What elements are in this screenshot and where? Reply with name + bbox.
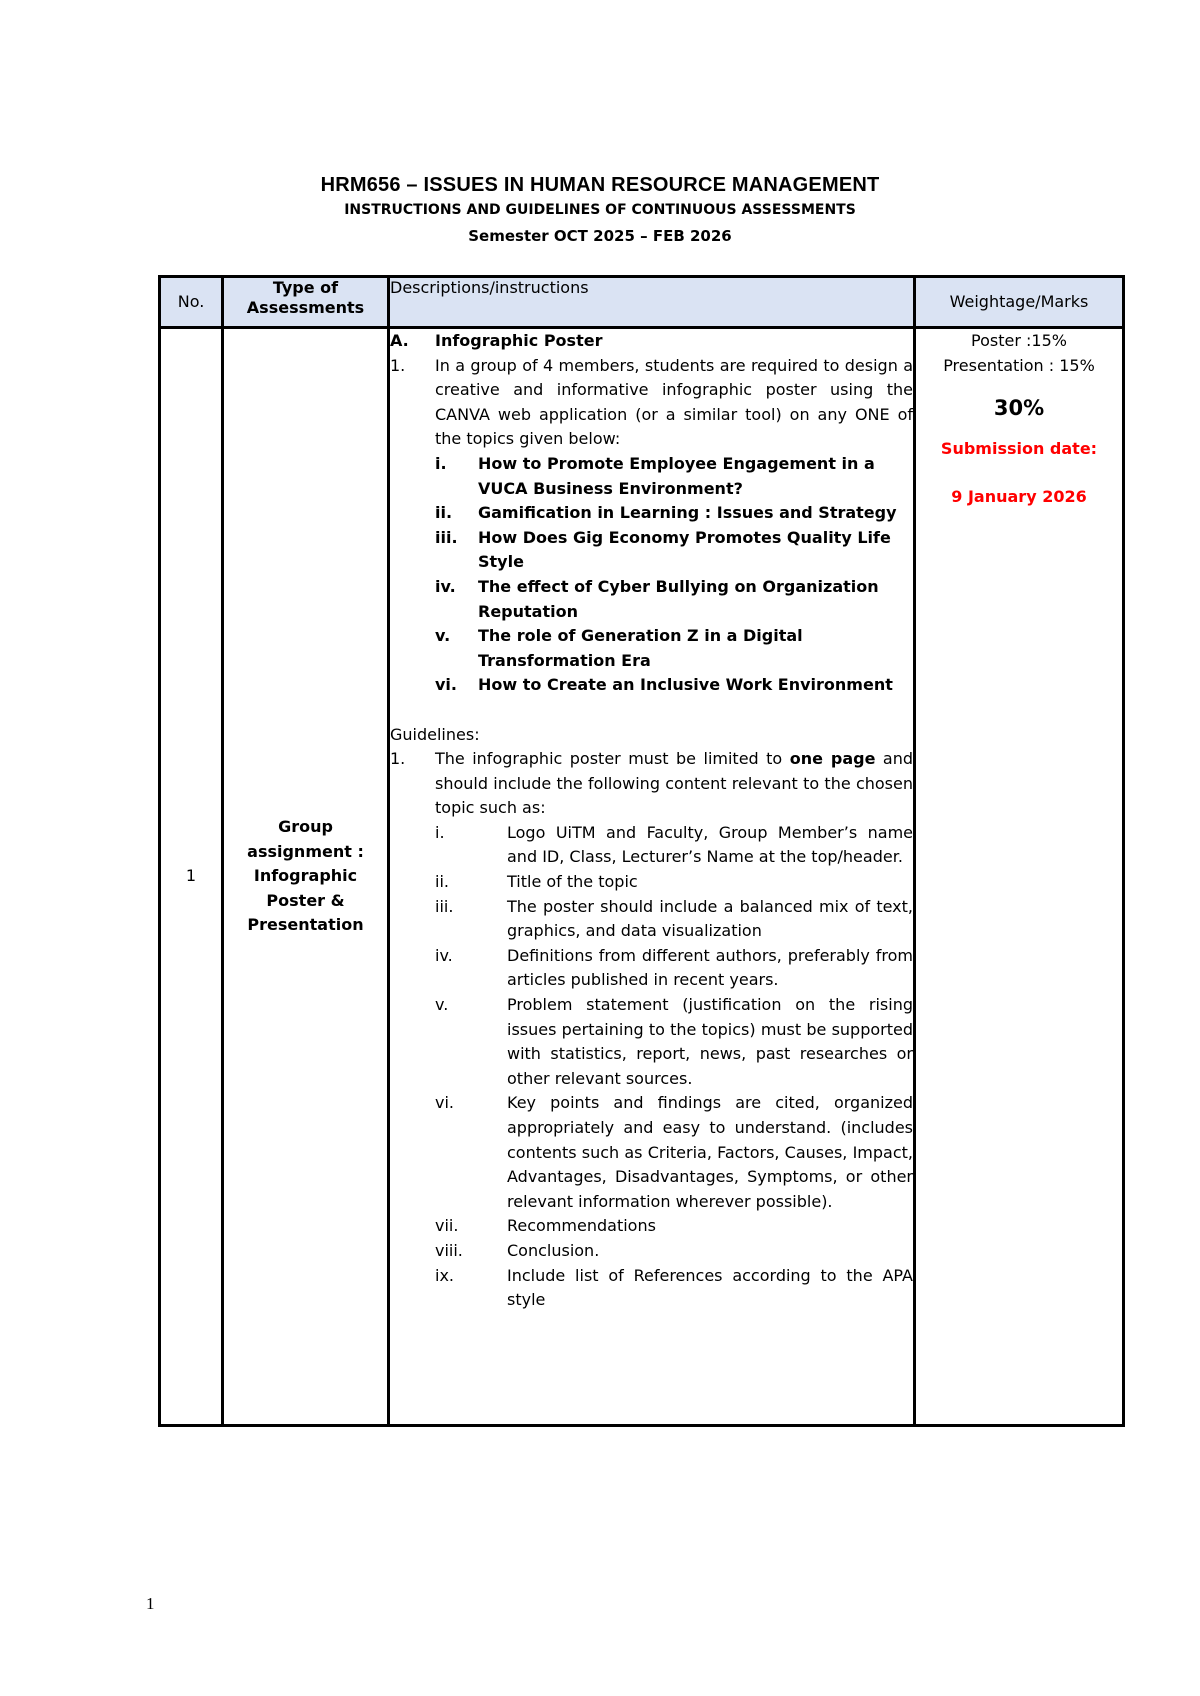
topic-label: iv. <box>435 576 456 596</box>
section-heading <box>390 329 913 354</box>
guide-item-label: v. <box>435 995 449 1015</box>
list-item <box>435 821 913 870</box>
guide-item-text: The poster should include a balanced mix of text, graphics, and data visualization <box>507 896 913 941</box>
task-text: In a group of 4 members, students are required to design a creative and informative infographic poster using the CANVA web application (or a similar tool) on any ONE of the topics given below: <box>435 355 913 449</box>
guide-text-part: and should include the following content relevant to the chosen topic such as: <box>435 749 914 818</box>
topic-text: How to Promote Employee Engagement in a VUCA Business Environment? <box>478 453 875 498</box>
list-item <box>435 501 913 526</box>
list-item <box>435 1239 913 1264</box>
guidelines-title: Guidelines: <box>390 724 480 744</box>
list-item <box>435 895 913 944</box>
topic-label: vi. <box>435 675 457 695</box>
list-item <box>435 1264 913 1313</box>
guideline-list <box>390 821 913 1313</box>
guide-item-label: vi. <box>435 1093 454 1113</box>
column-header-description: Descriptions/instructions <box>389 277 915 328</box>
guide-text <box>435 747 913 821</box>
topic-label: iii. <box>435 527 458 547</box>
topic-text: How Does Gig Economy Promotes Quality Life Style <box>478 527 891 572</box>
topic-list <box>390 452 913 698</box>
topic-label: i. <box>435 453 447 473</box>
topic-text: The role of Generation Z in a Digital Transformation Era <box>478 626 803 670</box>
topic-text: Gamification in Learning : Issues and Strategy <box>478 503 897 523</box>
guideline-instruction <box>390 747 913 821</box>
guide-item-label: vii. <box>435 1216 459 1236</box>
guide-item-label: i. <box>435 822 445 842</box>
guide-item-label: viii. <box>435 1240 463 1260</box>
guide-item-text: Problem statement (justification on the rising issues pertaining to the topics) must be supported with statistics, report, news, past researches or other relevant sources. <box>507 995 913 1088</box>
type-line: Infographic <box>253 866 358 886</box>
list-item <box>435 1091 913 1214</box>
guide-item-text: Definitions from different authors, preferably from articles published in recent years. <box>507 945 913 990</box>
task-label: 1. <box>390 355 406 375</box>
list-item <box>435 526 913 575</box>
topic-label: ii. <box>435 503 453 523</box>
poster-weight: Poster :15% <box>971 331 1067 350</box>
description-cell <box>389 328 915 1426</box>
weightage-cell <box>915 328 1124 1426</box>
type-line: Group <box>278 817 333 837</box>
guide-item-label: iv. <box>435 945 453 965</box>
document-title: HRM656 – ISSUES IN HUMAN RESOURCE MANAGEMENT <box>320 174 880 196</box>
table-row <box>160 328 1124 1426</box>
topic-text: How to Create an Inclusive Work Environment <box>478 675 893 695</box>
guide-item-text: Key points and findings are cited, organized appropriately and easy to understand. (includes contents such as Criteria, Factors, Causes, Impact, Advantages, Disadvantages, Symptoms, or other relevant information wherever possible). <box>507 1093 913 1211</box>
guide-item-text: Logo UiTM and Faculty, Group Member’s name and ID, Class, Lecturer’s Name at the top/header. <box>507 822 913 867</box>
total-weight: 30% <box>993 396 1045 421</box>
document-subtitle: INSTRUCTIONS AND GUIDELINES OF CONTINUOUS ASSESSMENTS <box>344 202 856 218</box>
row-number: 1 <box>160 328 223 1426</box>
page-number: 1 <box>146 1594 155 1613</box>
guide-item-label: iii. <box>435 896 454 916</box>
presentation-weight: Presentation : 15% <box>943 355 1095 375</box>
list-item <box>435 870 913 895</box>
section-title: Infographic Poster <box>435 331 603 350</box>
guide-text-emphasis: one page <box>789 749 876 769</box>
column-header-type: Type of Assessments <box>223 277 389 328</box>
guide-item-label: ix. <box>435 1265 454 1285</box>
list-item <box>435 944 913 993</box>
column-header-no: No. <box>160 277 223 328</box>
table-header-row <box>160 277 1124 328</box>
type-line: assignment : <box>247 841 364 861</box>
submission-date: 9 January 2026 <box>951 487 1087 507</box>
semester-line: Semester OCT 2025 – FEB 2026 <box>468 227 732 245</box>
submission-label: Submission date: <box>940 438 1098 458</box>
section-label: A. <box>390 331 409 350</box>
type-line: Poster & <box>266 890 345 910</box>
list-item <box>435 1214 913 1239</box>
list-item <box>435 452 913 501</box>
guide-label: 1. <box>390 749 406 769</box>
guide-item-text: Conclusion. <box>507 1240 600 1260</box>
list-item <box>435 993 913 1091</box>
list-item <box>435 673 913 698</box>
task-instruction <box>390 354 913 452</box>
topic-text: The effect of Cyber Bullying on Organization Reputation <box>478 576 879 621</box>
guide-item-text: Recommendations <box>507 1216 656 1236</box>
type-line: Presentation <box>247 915 364 935</box>
topic-label: v. <box>435 626 451 646</box>
column-header-weightage: Weightage/Marks <box>915 277 1124 328</box>
list-item <box>435 624 913 673</box>
assessment-type <box>223 328 389 1426</box>
guide-item-text: Include list of References according to the APA style <box>507 1265 913 1310</box>
guide-item-label: ii. <box>435 872 449 892</box>
guide-item-text: Title of the topic <box>507 872 638 892</box>
list-item <box>435 575 913 624</box>
assessment-table <box>158 275 1125 1427</box>
guide-text-part: The infographic poster must be limited to <box>435 749 790 769</box>
